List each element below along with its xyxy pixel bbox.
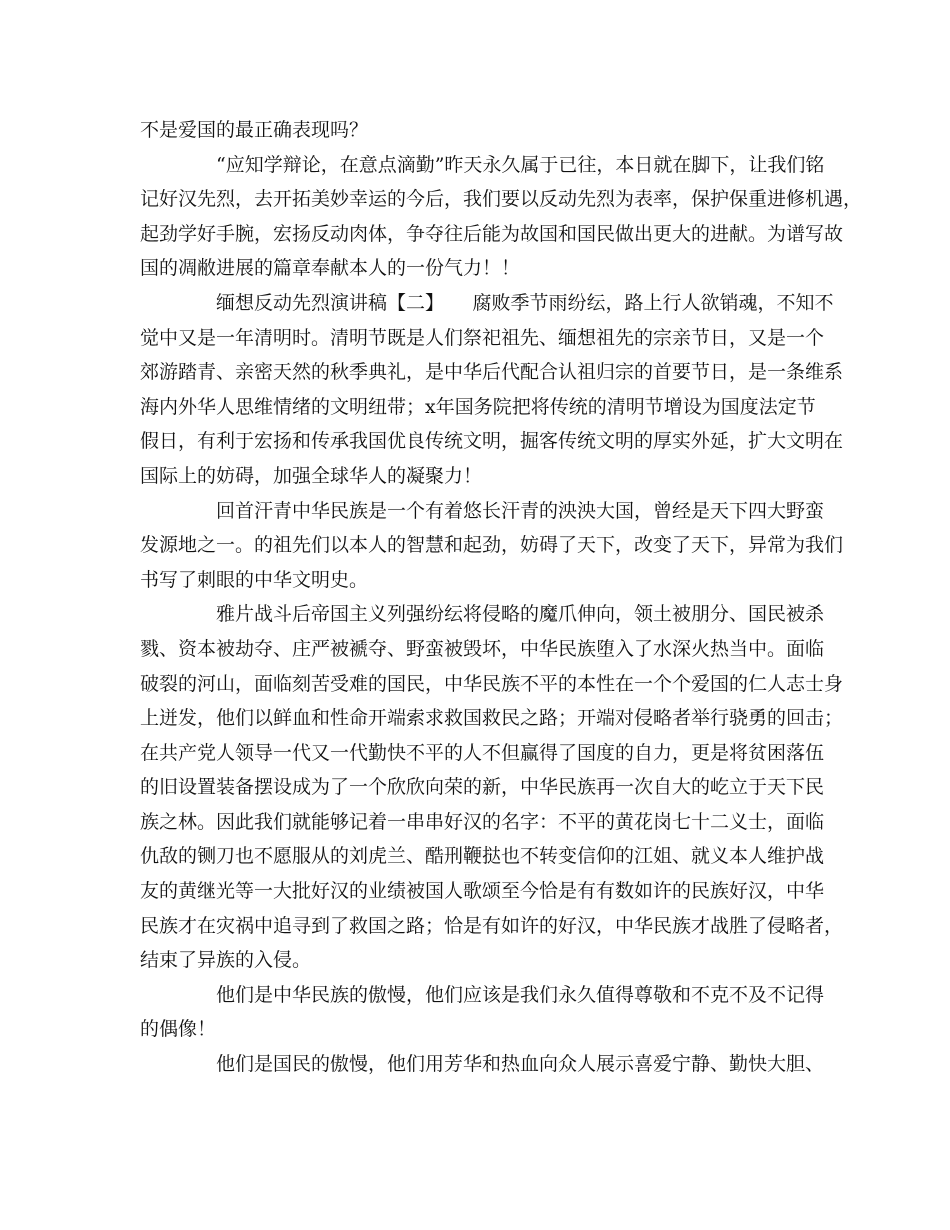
document-body: [140, 113, 863, 1082]
text-line: 破裂的河山，面临刻苦受难的国民，中华民族不平的本性在一个个爱国的仁人志士身: [140, 672, 844, 695]
text-line: 假日，有利于宏扬和传承我国优良传统文明，掘客传统文明的厚实外延，扩大文明在: [140, 430, 844, 453]
text-line: 结束了异族的入侵。: [140, 949, 312, 972]
text-line: 的偶像！: [140, 1018, 217, 1041]
text-line: 书写了刺眼的中华文明史。: [140, 568, 369, 591]
text-line: 起劲学好手腕，宏扬反动肉体，争夺往后能为故国和国民做出更大的进献。为谱写故: [140, 222, 844, 245]
text-line: 他们是中华民族的傲慢，他们应该是我们永久值得尊敬和不克不及不记得: [216, 983, 825, 1006]
text-line: 仇敌的铡刀也不愿服从的刘虎兰、酷刑鞭挞也不转变信仰的江姐、就义本人维护战: [140, 845, 825, 868]
text-line: 雅片战斗后帝国主义列强纷纭将侵略的魔爪伸向，领土被朋分、国民被杀: [216, 603, 825, 626]
text-line: 在共产党人领导一代又一代勤快不平的人不但赢得了国度的自力，更是将贫困落伍: [140, 741, 825, 764]
text-line: 郊游踏青、亲密天然的秋季典礼，是中华后代配合认祖归宗的首要节日，是一条维系: [140, 361, 844, 384]
text-line: 友的黄继光等一大批好汉的业绩被国人歌颂至今恰是有有数如许的民族好汉，中华: [140, 880, 825, 903]
text-line: 回首汗青中华民族是一个有着悠长汗青的泱泱大国，曾经是天下四大野蛮: [216, 499, 825, 522]
text-line: “应知学辩论，在意点滴勤”昨天永久属于已往，本日就在脚下，让我们铭: [216, 153, 825, 176]
text-line: 不是爱国的最正确表现吗？: [140, 119, 369, 141]
text-line: 族之林。因此我们就能够记着一串串好汉的名字：不平的黄花岗七十二义士，面临: [140, 810, 825, 833]
text-line: 海内外华人思维情绪的文明纽带；x年国务院把将传统的清明节增设为国度法定节: [140, 395, 816, 418]
text-line: 国际上的妨碍，加强全球华人的凝聚力！: [140, 464, 483, 487]
text-line: 上迸发，他们以鲜血和性命开端索求救国救民之路；开端对侵略者举行骁勇的回击；: [140, 707, 844, 730]
text-line: 发源地之一。的祖先们以本人的智慧和起劲，妨碍了天下，改变了天下，异常为我们: [140, 534, 844, 557]
text-line: 觉中又是一年清明时。清明节既是人们祭祀祖先、缅想祖先的宗亲节日，又是一个: [140, 326, 825, 349]
text-line: 的旧设置装备摆设成为了一个欣欣向荣的新，中华民族再一次自大的屹立于天下民: [140, 776, 825, 799]
text-line: 记好汉先烈，去开拓美妙幸运的今后，我们要以反动先烈为表率，保护保重进修机遇，: [140, 188, 863, 211]
text-line: 民族才在灾祸中追寻到了救国之路；恰是有如许的好汉，中华民族才战胜了侵略者，: [140, 914, 844, 937]
text-line: 戮、资本被劫夺、庄严被褫夺、野蛮被毁坏，中华民族堕入了水深火热当中。面临: [140, 637, 825, 660]
text-line: 缅想反动先烈演讲稿【二】 腐败季节雨纷纭，路上行人欲销魂，不知不: [216, 291, 834, 314]
text-line: 他们是国民的傲慢，他们用芳华和热血向众人展示喜爱宁静、勤快大胆、: [216, 1053, 825, 1076]
text-line: 国的凋敝进展的篇章奉献本人的一份气力！！: [140, 257, 521, 280]
